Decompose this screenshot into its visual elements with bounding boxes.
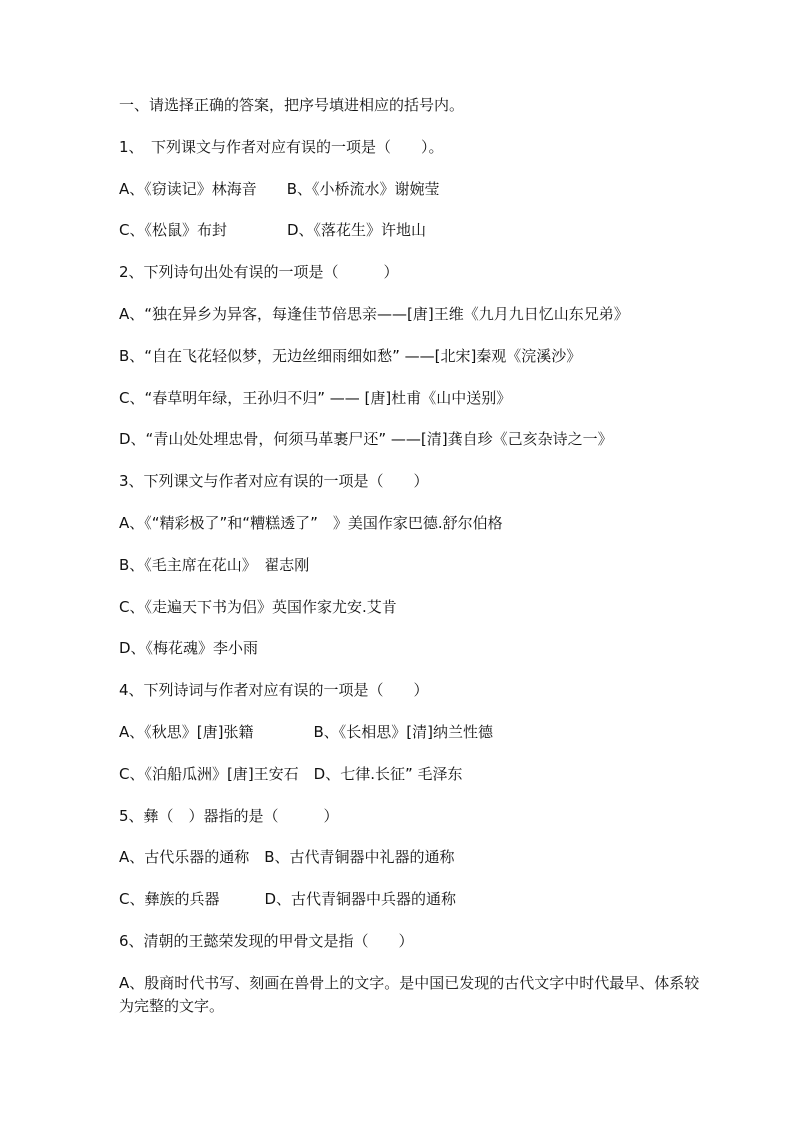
document-body [119,94,719,1018]
question-5: 5、彝（ ）器指的是（ ） [119,806,339,825]
question-3-option-d: D、《梅花魂》李小雨 [119,639,259,658]
question-4-options-cd: C、《泊船瓜洲》[唐]王安石 D、七律.长征” 毛泽东 [119,764,463,783]
question-4: 4、下列诗词与作者对应有误的一项是（ ） [119,681,429,700]
question-2-option-d: D、“青山处处埋忠骨，何须马革裹尸还” ——[清]龚自珍《己亥杂诗之一》 [119,430,613,449]
question-1-options-cd: C、《松鼠》布封 D、《落花生》许地山 [119,221,427,240]
question-1-options-ab: A、《窃读记》林海音 B、《小桥流水》谢婉莹 [119,179,440,198]
question-2-option-b: B、“自在飞花轻似梦，无边丝细雨细如愁” ——[北宋]秦观《浣溪沙》 [119,346,582,365]
question-2: 2、下列诗句出处有误的一项是（ ） [119,263,399,282]
question-6-option-a: A、殷商时代书写、刻画在兽骨上的文字。是中国已发现的古代文字中时代最早、体系较为完整的文字。 [119,973,700,1015]
question-6: 6、清朝的王懿荣发现的甲骨文是指（ ） [119,931,414,950]
question-2-option-c: C、“春草明年绿，王孙归不归” —— [唐]杜甫《山中送别》 [119,388,512,407]
question-5-options-cd: C、彝族的兵器 D、古代青铜器中兵器的通称 [119,890,457,909]
question-1: 1、 下列课文与作者对应有误的一项是（ ）。 [119,137,444,156]
section-heading: 一、请选择正确的答案，把序号填进相应的括号内。 [119,96,465,114]
question-3-option-b: B、《毛主席在花山》 翟志刚 [119,555,310,574]
question-3-option-c: C、《走遍天下书为侣》英国作家尤安.艾肯 [119,597,397,616]
question-3: 3、下列课文与作者对应有误的一项是（ ） [119,472,429,491]
question-4-options-ab: A、《秋思》[唐]张籍 B、《长相思》[清]纳兰性德 [119,722,493,741]
question-5-options-ab: A、古代乐器的通称 B、古代青铜器中礼器的通称 [119,848,455,867]
question-3-option-a: A、《“精彩极了”和“糟糕透了” 》美国作家巴德.舒尔伯格 [119,513,503,532]
question-2-option-a: A、“独在异乡为异客，每逢佳节倍思亲——[唐]王维《九月九日忆山东兄弟》 [119,304,629,323]
